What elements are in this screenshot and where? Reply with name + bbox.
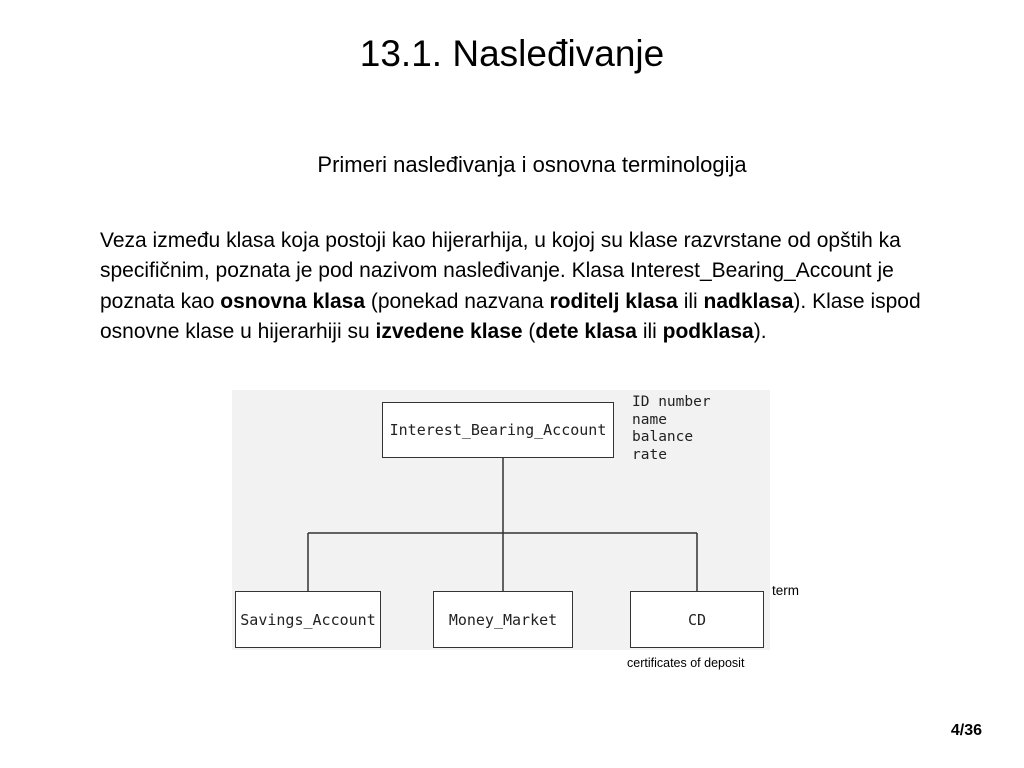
attribute-item: balance xyxy=(632,429,694,445)
page-separator: / xyxy=(959,722,965,739)
term-derived-classes: izvedene klase xyxy=(375,319,523,343)
class-box-money-market: Money_Market xyxy=(433,591,573,648)
attribute-item: name xyxy=(632,411,667,428)
term-base-class: osnovna klasa xyxy=(220,289,365,313)
page-current: 4 xyxy=(950,722,960,739)
body-text-segment: Veza između klasa koja postoji kao hijerarhija, u kojoj su klase razvrstane od opštih ka specifičnim, poznata je pod nazivom nasleđivanje. Klasa Interest_Bearing_Account je poznata kao xyxy=(100,229,901,313)
page-total: 36 xyxy=(964,722,982,739)
body-text-segment: ( xyxy=(522,319,536,343)
body-text-segment: ). Klase ispod osnovne klase u hijerarhiji su xyxy=(100,289,921,343)
class-box-savings-account: Savings_Account xyxy=(235,591,381,648)
page-number xyxy=(951,722,982,740)
base-class-attributes xyxy=(632,394,711,464)
slide-subtitle: Primeri nasleđivanja i osnovna terminologija xyxy=(317,152,747,177)
cd-attribute-note: term xyxy=(772,583,799,598)
inheritance-diagram xyxy=(232,390,770,650)
body-text-segment: ili xyxy=(677,289,704,313)
body-text-segment: ili xyxy=(636,319,663,343)
attribute-item: rate xyxy=(632,446,667,463)
class-box-cd: CD xyxy=(630,591,764,648)
slide-title: 13.1. Nasleđivanje xyxy=(359,33,665,74)
attribute-item: ID number xyxy=(632,394,711,410)
body-text-segment: ). xyxy=(753,319,767,343)
term-child-class: dete klasa xyxy=(535,319,637,343)
term-superclass: nadklasa xyxy=(703,289,794,313)
body-text-segment: (ponekad nazvana xyxy=(365,289,550,313)
cd-caption: certificates of deposit xyxy=(627,656,745,670)
class-box-base: Interest_Bearing_Account xyxy=(382,402,614,458)
term-subclass: podklasa xyxy=(662,319,754,343)
body-paragraph xyxy=(100,226,970,347)
term-parent-class: roditelj klasa xyxy=(549,289,678,313)
